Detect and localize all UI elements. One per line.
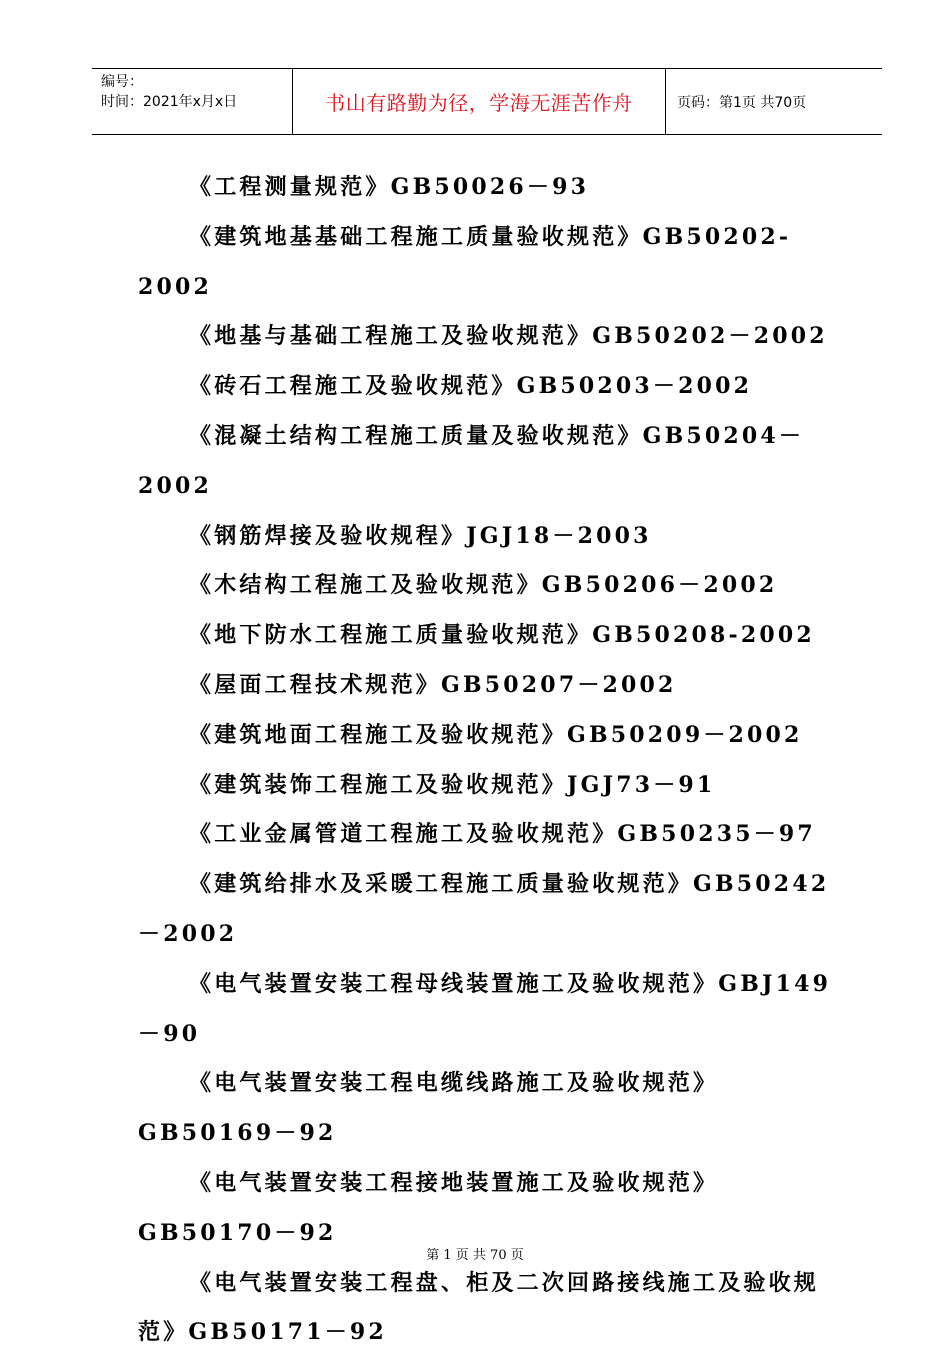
document-number-label: 编号： xyxy=(101,74,143,90)
page-header xyxy=(92,68,882,135)
header-motto: 书山有路勤为径，学海无涯苦作舟 xyxy=(293,69,666,134)
standard-entry: 《建筑装饰工程施工及验收规范》JGJ73－91 xyxy=(189,771,716,798)
standard-entry: 《建筑给排水及采暖工程施工质量验收规范》GB50242－2002 xyxy=(138,871,830,947)
page-footer: 第 1 页 共 70 页 xyxy=(426,1248,524,1263)
header-meta xyxy=(92,69,293,134)
standard-entry: 《电气装置安装工程盘、柜及二次回路接线施工及验收规范》GB50171－92 xyxy=(138,1269,820,1346)
standard-entry: 《建筑地基基础工程施工质量验收规范》GB50202-2002 xyxy=(138,223,792,300)
standard-entry: 《电气装置安装工程母线装置施工及验收规范》GBJ149－90 xyxy=(138,970,832,1047)
header-page-label: 页码：第1页 共70页 xyxy=(677,94,807,111)
standard-entry: 《地下防水工程施工质量验收规范》GB50208-2002 xyxy=(189,622,815,649)
document-time-label: 时间：2021年x月x日 xyxy=(101,94,238,110)
standard-entry: 《砖石工程施工及验收规范》GB50203－2002 xyxy=(189,373,753,400)
standard-entry: 《建筑地面工程施工及验收规范》GB50209－2002 xyxy=(189,721,803,748)
standard-entry: 《电气装置安装工程接地装置施工及验收规范》GB50170－92 xyxy=(138,1169,719,1246)
standard-entry: 《混凝土结构工程施工质量及验收规范》GB50204－2002 xyxy=(138,422,805,499)
standard-entry: 《屋面工程技术规范》GB50207－2002 xyxy=(189,671,677,698)
standard-entry: 《木结构工程施工及验收规范》GB50206－2002 xyxy=(189,572,778,599)
standard-entry: 《工程测量规范》GB50026－93 xyxy=(189,174,590,200)
standard-entry: 《电气装置安装工程电缆线路施工及验收规范》GB50169－92 xyxy=(138,1070,719,1147)
standard-entry: 《钢筋焊接及验收规程》JGJ18－2003 xyxy=(189,522,652,549)
standards-list xyxy=(138,163,838,1358)
standard-entry: 《地基与基础工程施工及验收规范》GB50202－2002 xyxy=(189,323,828,350)
standard-entry: 《工业金属管道工程施工及验收规范》GB50235－97 xyxy=(189,821,816,848)
